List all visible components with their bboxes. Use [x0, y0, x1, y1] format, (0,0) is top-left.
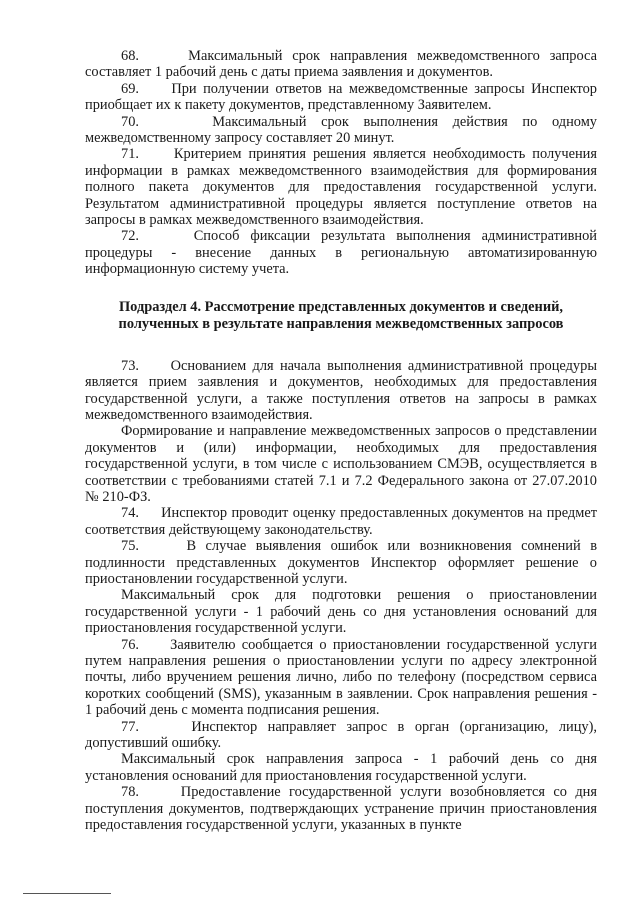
paragraph-73: 73. Основанием для начала выполнения административной процедуры является прием заявления и документов, необходимых для предоставления государственной услуги, а также поступления ответов на запросы в рамках межведомственного взаимодействия.	[85, 357, 597, 423]
subsection-heading-line-1: Подраздел 4. Рассмотрение представленных документов и сведений,	[118, 298, 564, 315]
paragraph-72: 72. Способ фиксации результата выполнения административной процедуры - внесение данных в региональную автоматизированную информационную систему учета.	[85, 228, 597, 278]
paragraph-70: 70. Максимальный срок выполнения действия по одному межведомственному запросу составляет 20 минут.	[85, 113, 597, 147]
footnote-divider	[23, 893, 111, 894]
subsection-heading-line-2: полученных в результате направления межведомственных запросов	[118, 315, 564, 332]
paragraph-68: 68. Максимальный срок направления межведомственного запроса составляет 1 рабочий день с даты приема заявления и документов.	[85, 48, 597, 81]
spacer	[85, 333, 597, 358]
document-body	[85, 48, 597, 833]
paragraph-75: 75. В случае выявления ошибок или возникновения сомнений в подлинности представленных документов Инспектор оформляет решение о приостановлении государственной услуги.	[85, 538, 597, 587]
paragraph-73-continuation: Формирование и направление межведомственных запросов о представлении документов и (или) информации, необходимых для предоставления государственной услуги, в том числе с использованием СМЭВ, осуществляется в соответствии с требованиями статей 7.1 и 7.2 Федерального закона от 27.07.2010 № 210-ФЗ.	[85, 423, 597, 505]
paragraph-77: 77. Инспектор направляет запрос в орган (организацию, лицу), допустивший ошибку.	[85, 718, 597, 752]
subsection-heading	[85, 299, 597, 333]
paragraph-76: 76. Заявителю сообщается о приостановлении государственной услуги путем направления решения о приостановлении услуги по адресу электронной почты, либо вручением решения лично, либо по телефону (посредством сервиса коротких сообщений (SMS), указанным в заявлении. Срок направления решения - 1 рабочий день с момента подписания решения.	[85, 636, 597, 719]
paragraph-71: 71. Критерием принятия решения является необходимость получения информации в рамках межведомственного взаимодействия для формирования полного пакета документов для предоставления государственной услуги. Результатом административной процедуры является поступление ответов на запросы в рамках межведомственного взаимодействия.	[85, 146, 597, 229]
spacer	[85, 278, 597, 299]
paragraph-78: 78. Предоставление государственной услуги возобновляется со дня поступления документов, подтверждающих устранение причин приостановления предоставления государственной услуги, указанных в пункте	[85, 784, 597, 834]
paragraph-74: 74. Инспектор проводит оценку предоставленных документов на предмет соответствия действующему законодательству.	[85, 505, 597, 538]
paragraph-75-continuation: Максимальный срок для подготовки решения о приостановлении государственной услуги - 1 рабочий день со дня установления оснований для приостановления государственной услуги.	[85, 587, 597, 637]
paragraph-69: 69. При получении ответов на межведомственные запросы Инспектор приобщает их к пакету документов, представленному Заявителем.	[85, 80, 597, 114]
paragraph-77-continuation: Максимальный срок направления запроса - 1 рабочий день со дня установления оснований для приостановления государственной услуги.	[85, 751, 597, 784]
